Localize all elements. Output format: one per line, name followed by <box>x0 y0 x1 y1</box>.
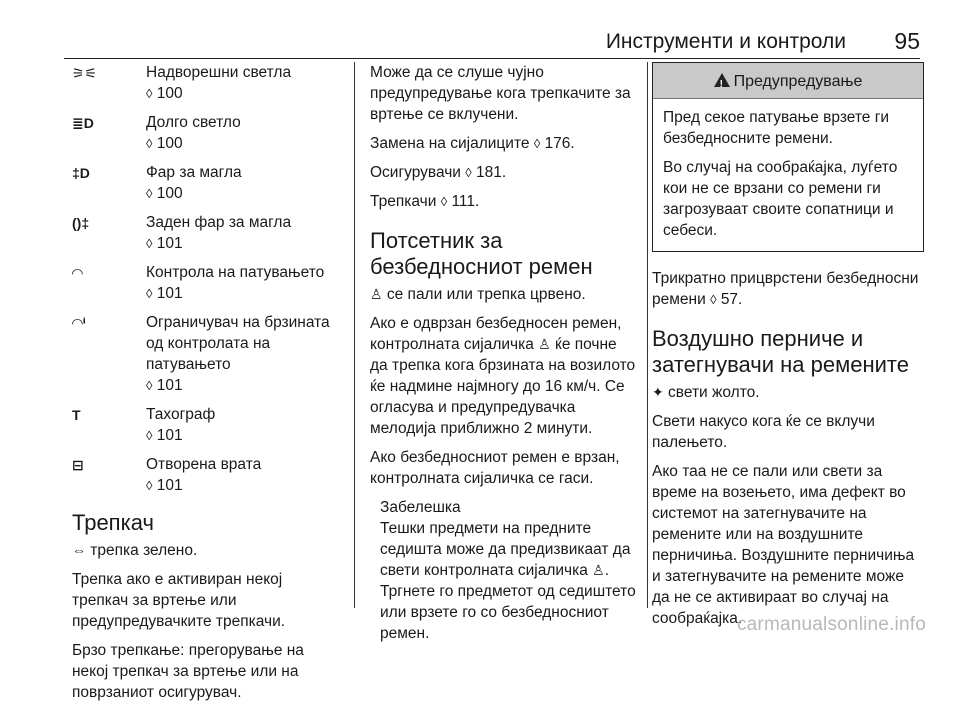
paragraph: Во случај на сообраќајка, луѓето кои не се врзани со ремени ги загрозуваат своите сопатници и себеси. <box>663 159 898 239</box>
note-block <box>380 497 638 644</box>
paragraph <box>652 268 924 310</box>
door-open-icon: ⊟ <box>72 457 84 473</box>
turn-signal-line <box>72 540 342 561</box>
page-ref[interactable]: 57. <box>720 291 743 308</box>
turn-signal-text: трепка зелено. <box>86 542 198 559</box>
turn-signal-icon: ⇔ <box>72 542 86 558</box>
seatbelt-text: се пали или трепка црвено. <box>382 286 586 303</box>
indicator-ref-line <box>146 283 342 304</box>
warning-box <box>652 62 924 252</box>
seatbelt-line <box>370 284 638 305</box>
indicator-ref-line <box>146 183 342 204</box>
warning-triangle-icon <box>714 73 730 87</box>
paragraph-text: Замена на сијалиците <box>370 135 530 152</box>
paragraph <box>370 162 638 183</box>
page-ref-arrow-icon: ◊ <box>533 136 541 151</box>
indicator-ref-line <box>146 375 342 396</box>
indicator-description <box>146 262 342 304</box>
paragraph-text: Трепкачи <box>370 193 437 210</box>
warning-body <box>653 99 923 251</box>
paragraph-text: . Тргнете го предметот од седиштето или врзете го со безбедносниот ремен. <box>380 562 636 642</box>
page-ref[interactable]: 111. <box>451 193 480 210</box>
indicator-ref-line <box>146 425 342 446</box>
warning-title-bar <box>653 63 923 99</box>
speed-limiter-icon: ◠ⁱ <box>72 315 86 331</box>
page-ref-arrow-icon: ◊ <box>710 292 717 307</box>
page-number: 95 <box>894 28 920 54</box>
page-ref[interactable]: 181. <box>476 164 507 181</box>
page-ref[interactable]: 101 <box>156 377 183 394</box>
paragraph-text: Ако е одврзан безбедносен ремен, контролната сијаличка <box>370 315 622 353</box>
indicator-label: Долго светло <box>146 114 241 131</box>
page-ref[interactable]: 100 <box>156 135 183 152</box>
airbag-text: свети жолто. <box>663 384 760 401</box>
indicator-label: Надворешни светла <box>146 64 292 81</box>
page-ref-arrow-icon: ◊ <box>146 378 153 393</box>
page-ref-arrow-icon: ◊ <box>146 428 153 443</box>
page-ref[interactable]: 100 <box>156 85 183 102</box>
tachograph-icon: T <box>72 407 81 423</box>
page-header <box>64 26 920 59</box>
indicator-ref-line <box>146 475 342 496</box>
indicator-label: Тахограф <box>146 406 216 423</box>
page-ref[interactable]: 101 <box>156 285 183 302</box>
indicator-description <box>146 312 342 396</box>
paragraph: Ако таа не се пали или свети за време на возењето, има дефект во системот на затегнувачите на ремените или на воздушните перничиња. Воздушните перничиња и затегнувачите на ремените може да не се активираат во случај на сообраќајка. <box>652 463 915 627</box>
indicator-label: Отворена врата <box>146 456 262 473</box>
page-ref[interactable]: 101 <box>156 235 183 252</box>
cruise-control-icon: ◠ <box>72 265 83 281</box>
indicator-row <box>72 262 342 304</box>
column-middle <box>370 62 638 644</box>
paragraph <box>370 191 638 212</box>
indicator-row <box>72 62 342 104</box>
indicator-row <box>72 404 342 446</box>
indicator-ref-line <box>146 133 342 154</box>
airbag-icon: ✦ <box>652 384 664 400</box>
indicator-description <box>146 212 342 254</box>
page-ref[interactable]: 101 <box>156 477 183 494</box>
paragraph: Свети накусо кога ќе се вклучи палењето. <box>652 413 875 451</box>
page-ref[interactable]: 176. <box>544 135 575 152</box>
indicator-description <box>146 62 342 104</box>
paragraph <box>370 133 638 154</box>
indicator-row <box>72 212 342 254</box>
indicator-list <box>72 62 342 496</box>
indicator-ref-line <box>146 83 342 104</box>
indicator-row <box>72 112 342 154</box>
airbag-line <box>652 382 924 403</box>
indicator-row <box>72 162 342 204</box>
paragraph: Брзо трепкање: прегорување на некој трепкач за вртење или на поврзаниот осигурувач. <box>72 642 304 701</box>
seatbelt-icon: ♙ <box>592 562 605 578</box>
rear-fog-light-icon: ()‡ <box>72 215 90 231</box>
page-ref[interactable]: 100 <box>156 185 183 202</box>
paragraph: Пред секое патување врзете ги безбедносните ремени. <box>663 109 890 147</box>
paragraph <box>370 313 638 439</box>
note-title: Забелешка <box>380 499 461 516</box>
indicator-description <box>146 162 342 204</box>
indicator-label: Ограничувач на брзината од контролата на патувањето <box>146 314 330 373</box>
page-title: Инструменти и контроли <box>605 30 846 53</box>
paragraph: Трепка ако е активиран некој трепкач за вртење или предупредувачките трепкачи. <box>72 571 286 630</box>
paragraph-text: Тешки предмети на предните седишта може да предизвикаат да свети контролната сијаличка <box>380 520 631 579</box>
page-ref-arrow-icon: ◊ <box>146 86 153 101</box>
section-title-airbag: Воздушно перниче и затегнувачи на ремените <box>652 326 909 377</box>
indicator-ref-line <box>146 233 342 254</box>
page-ref-arrow-icon: ◊ <box>146 186 153 201</box>
indicator-label: Заден фар за магла <box>146 214 292 231</box>
indicator-row <box>72 454 342 496</box>
column-divider <box>354 62 355 608</box>
indicator-row <box>72 312 342 396</box>
note-text <box>380 518 638 644</box>
fog-light-icon: ‡D <box>72 165 90 181</box>
section-title-turn-signal: Трепкач <box>72 510 154 535</box>
warning-title: Предупредување <box>733 73 863 90</box>
paragraph-text: Осигурувачи <box>370 164 461 181</box>
paragraph-text: ќе почне да трепка кога брзината на возилото ќе надмине најмногу до 16 км/ч. Се огласува и предупредувачка мелодија приближно 2 минути. <box>370 336 636 437</box>
indicator-label: Фар за магла <box>146 164 242 181</box>
column-divider <box>647 62 648 608</box>
side-lights-icon: ⚞⚟ <box>72 65 98 81</box>
page-ref-arrow-icon: ◊ <box>146 136 153 151</box>
indicator-label: Контрола на патувањето <box>146 264 325 281</box>
paragraph: Ако безбедносниот ремен е врзан, контролната сијаличка се гаси. <box>370 449 620 487</box>
indicator-description <box>146 112 342 154</box>
seatbelt-icon: ♙ <box>538 336 551 352</box>
page-ref-arrow-icon: ◊ <box>440 194 448 209</box>
high-beam-icon: ≣D <box>72 115 94 131</box>
page-ref-arrow-icon: ◊ <box>146 478 153 493</box>
column-right <box>652 62 924 637</box>
indicator-description <box>146 404 342 446</box>
column-left <box>72 62 342 711</box>
page-ref[interactable]: 101 <box>156 427 183 444</box>
page-ref-arrow-icon: ◊ <box>146 236 153 251</box>
paragraph: Може да се слуше чујно предупредување кога трепкачите за вртење се вклучени. <box>370 64 631 123</box>
page-ref-arrow-icon: ◊ <box>465 165 472 180</box>
seatbelt-icon: ♙ <box>370 286 383 302</box>
page-ref-arrow-icon: ◊ <box>146 286 153 301</box>
watermark: carmanualsonline.info <box>736 614 926 635</box>
paragraph-text: Трикратно прицврстени безбедносни ремени <box>652 270 919 308</box>
indicator-description <box>146 454 342 496</box>
section-title-seatbelt: Потсетник за безбедносниот ремен <box>370 228 593 279</box>
